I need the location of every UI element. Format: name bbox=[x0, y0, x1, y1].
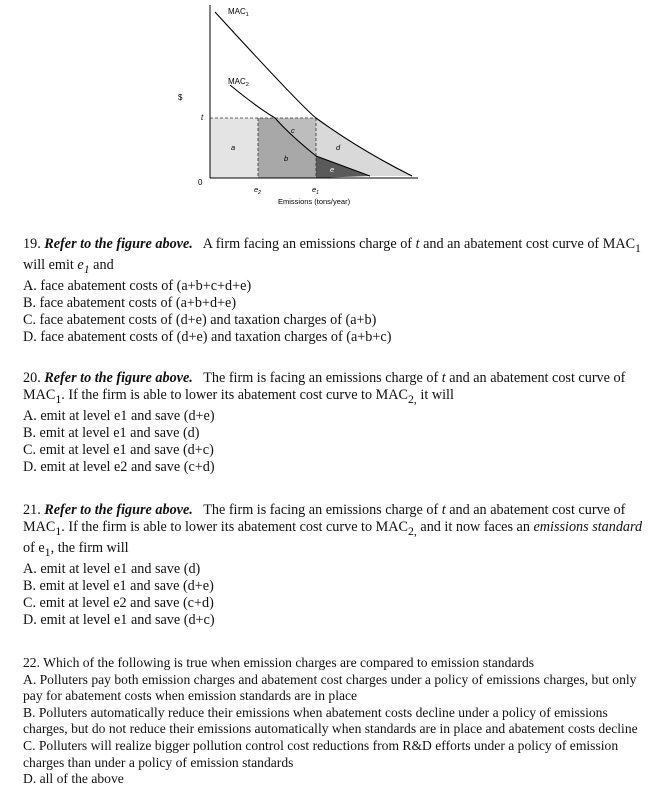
region-a-label: a bbox=[231, 143, 236, 152]
question-20-option-c[interactable]: C. emit at level e1 and save (d+c) bbox=[23, 441, 214, 458]
question-21-option-b[interactable]: B. emit at level e1 and save (d+e) bbox=[23, 577, 214, 594]
region-b-label: b bbox=[284, 154, 289, 163]
question-21-option-a[interactable]: A. emit at level e1 and save (d) bbox=[23, 560, 201, 577]
question-22-option-b[interactable]: B. Polluters automatically reduce their emissions when abatement costs decline under a policy of emissions charges, but do not reduce their emissions automatically when standards are in place and abatement costs decline bbox=[23, 704, 638, 737]
question-19-option-c[interactable]: C. face abatement costs of (d+e) and taxation charges of (a+b) bbox=[23, 311, 377, 328]
question-22-stem: 22. Which of the following is true when emission charges are compared to emission standards bbox=[23, 655, 535, 670]
region-d-label: d bbox=[336, 143, 341, 152]
e2-tick-label: $e_2$ bbox=[254, 185, 261, 196]
region-e-label: e bbox=[330, 165, 335, 174]
tax-label: t bbox=[201, 113, 204, 122]
question-19 bbox=[23, 236, 653, 346]
question-22-option-d[interactable]: D. all of the above bbox=[23, 771, 124, 787]
origin-label: 0 bbox=[198, 178, 203, 187]
question-22-option-c[interactable]: C. Polluters will realize bigger pollution control cost reductions from R&D efforts under a policy of emission charges than under a policy of emission standards bbox=[23, 737, 619, 770]
question-20-stem: 20. Refer to the figure above. The firm is facing an emissions charge of t and an abatement cost curve of $MAC_1$. If the firm is able to lower its abatement cost curve to $MAC_{2,}$ it will bbox=[23, 370, 626, 406]
question-20-option-a[interactable]: A. emit at level e1 and save (d+e) bbox=[23, 407, 215, 424]
question-19-stem: 19. Refer to the figure above. A firm facing an emissions charge of t and an abatement cost curve of $MAC_1$ will emit $e_1$ and bbox=[23, 236, 641, 276]
mac1-label: $MAC_1$ bbox=[228, 7, 249, 18]
question-20 bbox=[23, 370, 653, 476]
question-19-option-a[interactable]: A. face abatement costs of (a+b+c+d+e) bbox=[23, 277, 252, 294]
question-21-option-d[interactable]: D. emit at level e1 and save (d+c) bbox=[23, 611, 215, 628]
question-22 bbox=[23, 655, 653, 788]
question-21 bbox=[23, 502, 653, 629]
region-c-label: c bbox=[291, 126, 295, 135]
question-20-option-b[interactable]: B. emit at level e1 and save (d) bbox=[23, 424, 200, 441]
mac-figure bbox=[160, 0, 460, 215]
question-19-option-d[interactable]: D. face abatement costs of (d+e) and taxation charges of (a+b+c) bbox=[23, 328, 392, 345]
question-21-option-c[interactable]: C. emit at level e2 and save (c+d) bbox=[23, 594, 214, 611]
question-22-option-a[interactable]: A. Polluters pay both emission charges and abatement cost charges under a policy of emissions charges, but only pay for abatement costs when emission standards are in place bbox=[23, 671, 637, 704]
mac2-label: $MAC_2$ bbox=[228, 77, 249, 88]
e1-tick-label: $e_1$ bbox=[312, 185, 319, 196]
question-20-option-d[interactable]: D. emit at level e2 and save (c+d) bbox=[23, 458, 215, 475]
x-axis-label: Emissions (tons/year) bbox=[278, 197, 351, 206]
question-21-stem: 21. Refer to the figure above. The firm is facing an emissions charge of t and an abatement cost curve of $MAC_1$. If the firm is able to lower its abatement cost curve to $MAC_{2,}$ and it now faces an emissions standard of $e_1$, the firm will bbox=[23, 502, 643, 559]
y-axis-label: $ bbox=[178, 93, 183, 102]
question-19-option-b[interactable]: B. face abatement costs of (a+b+d+e) bbox=[23, 294, 237, 311]
